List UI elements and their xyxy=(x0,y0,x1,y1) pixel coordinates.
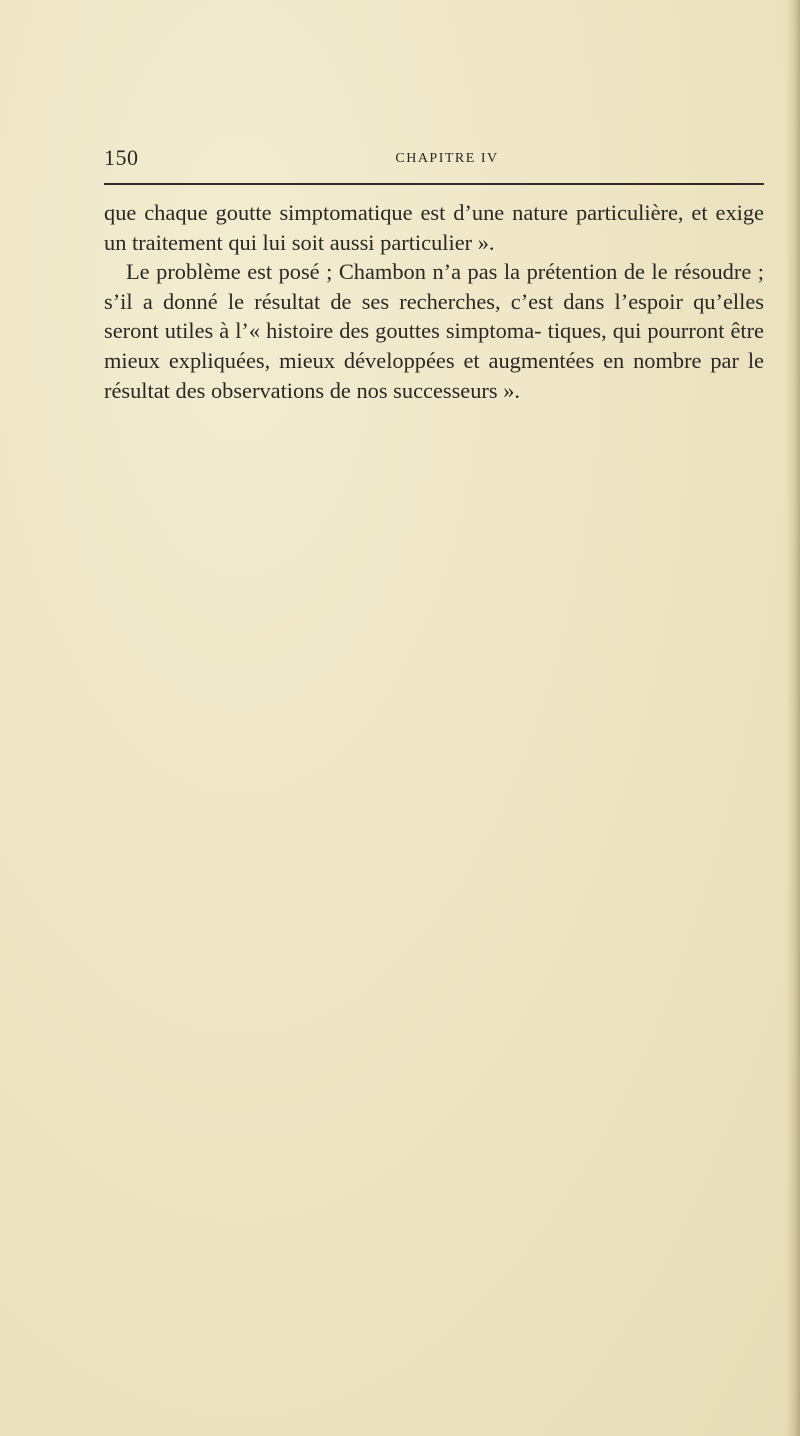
page-edge-shadow xyxy=(786,0,800,1436)
body-text xyxy=(104,198,764,405)
page-number: 150 xyxy=(104,145,139,170)
header-rule xyxy=(104,183,764,185)
paragraph: Le problème est posé ; Chambon n’a pas la prétention de le résoudre ; s’il a donné le résultat de ses recherches, c’est dans l’espoir qu’elles seront utiles à l’« histoire des gouttes simptoma- tiques, qui pourront être mieux expliquées, mieux développées et augmentées en nombre par le résultat des observations de nos successeurs ». xyxy=(104,259,764,403)
page-header xyxy=(104,144,764,180)
paragraph: que chaque goutte simptomatique est d’une nature particulière, et exige un traitement qui lui soit aussi particulier ». xyxy=(104,200,764,255)
running-head: CHAPITRE IV xyxy=(395,151,499,166)
